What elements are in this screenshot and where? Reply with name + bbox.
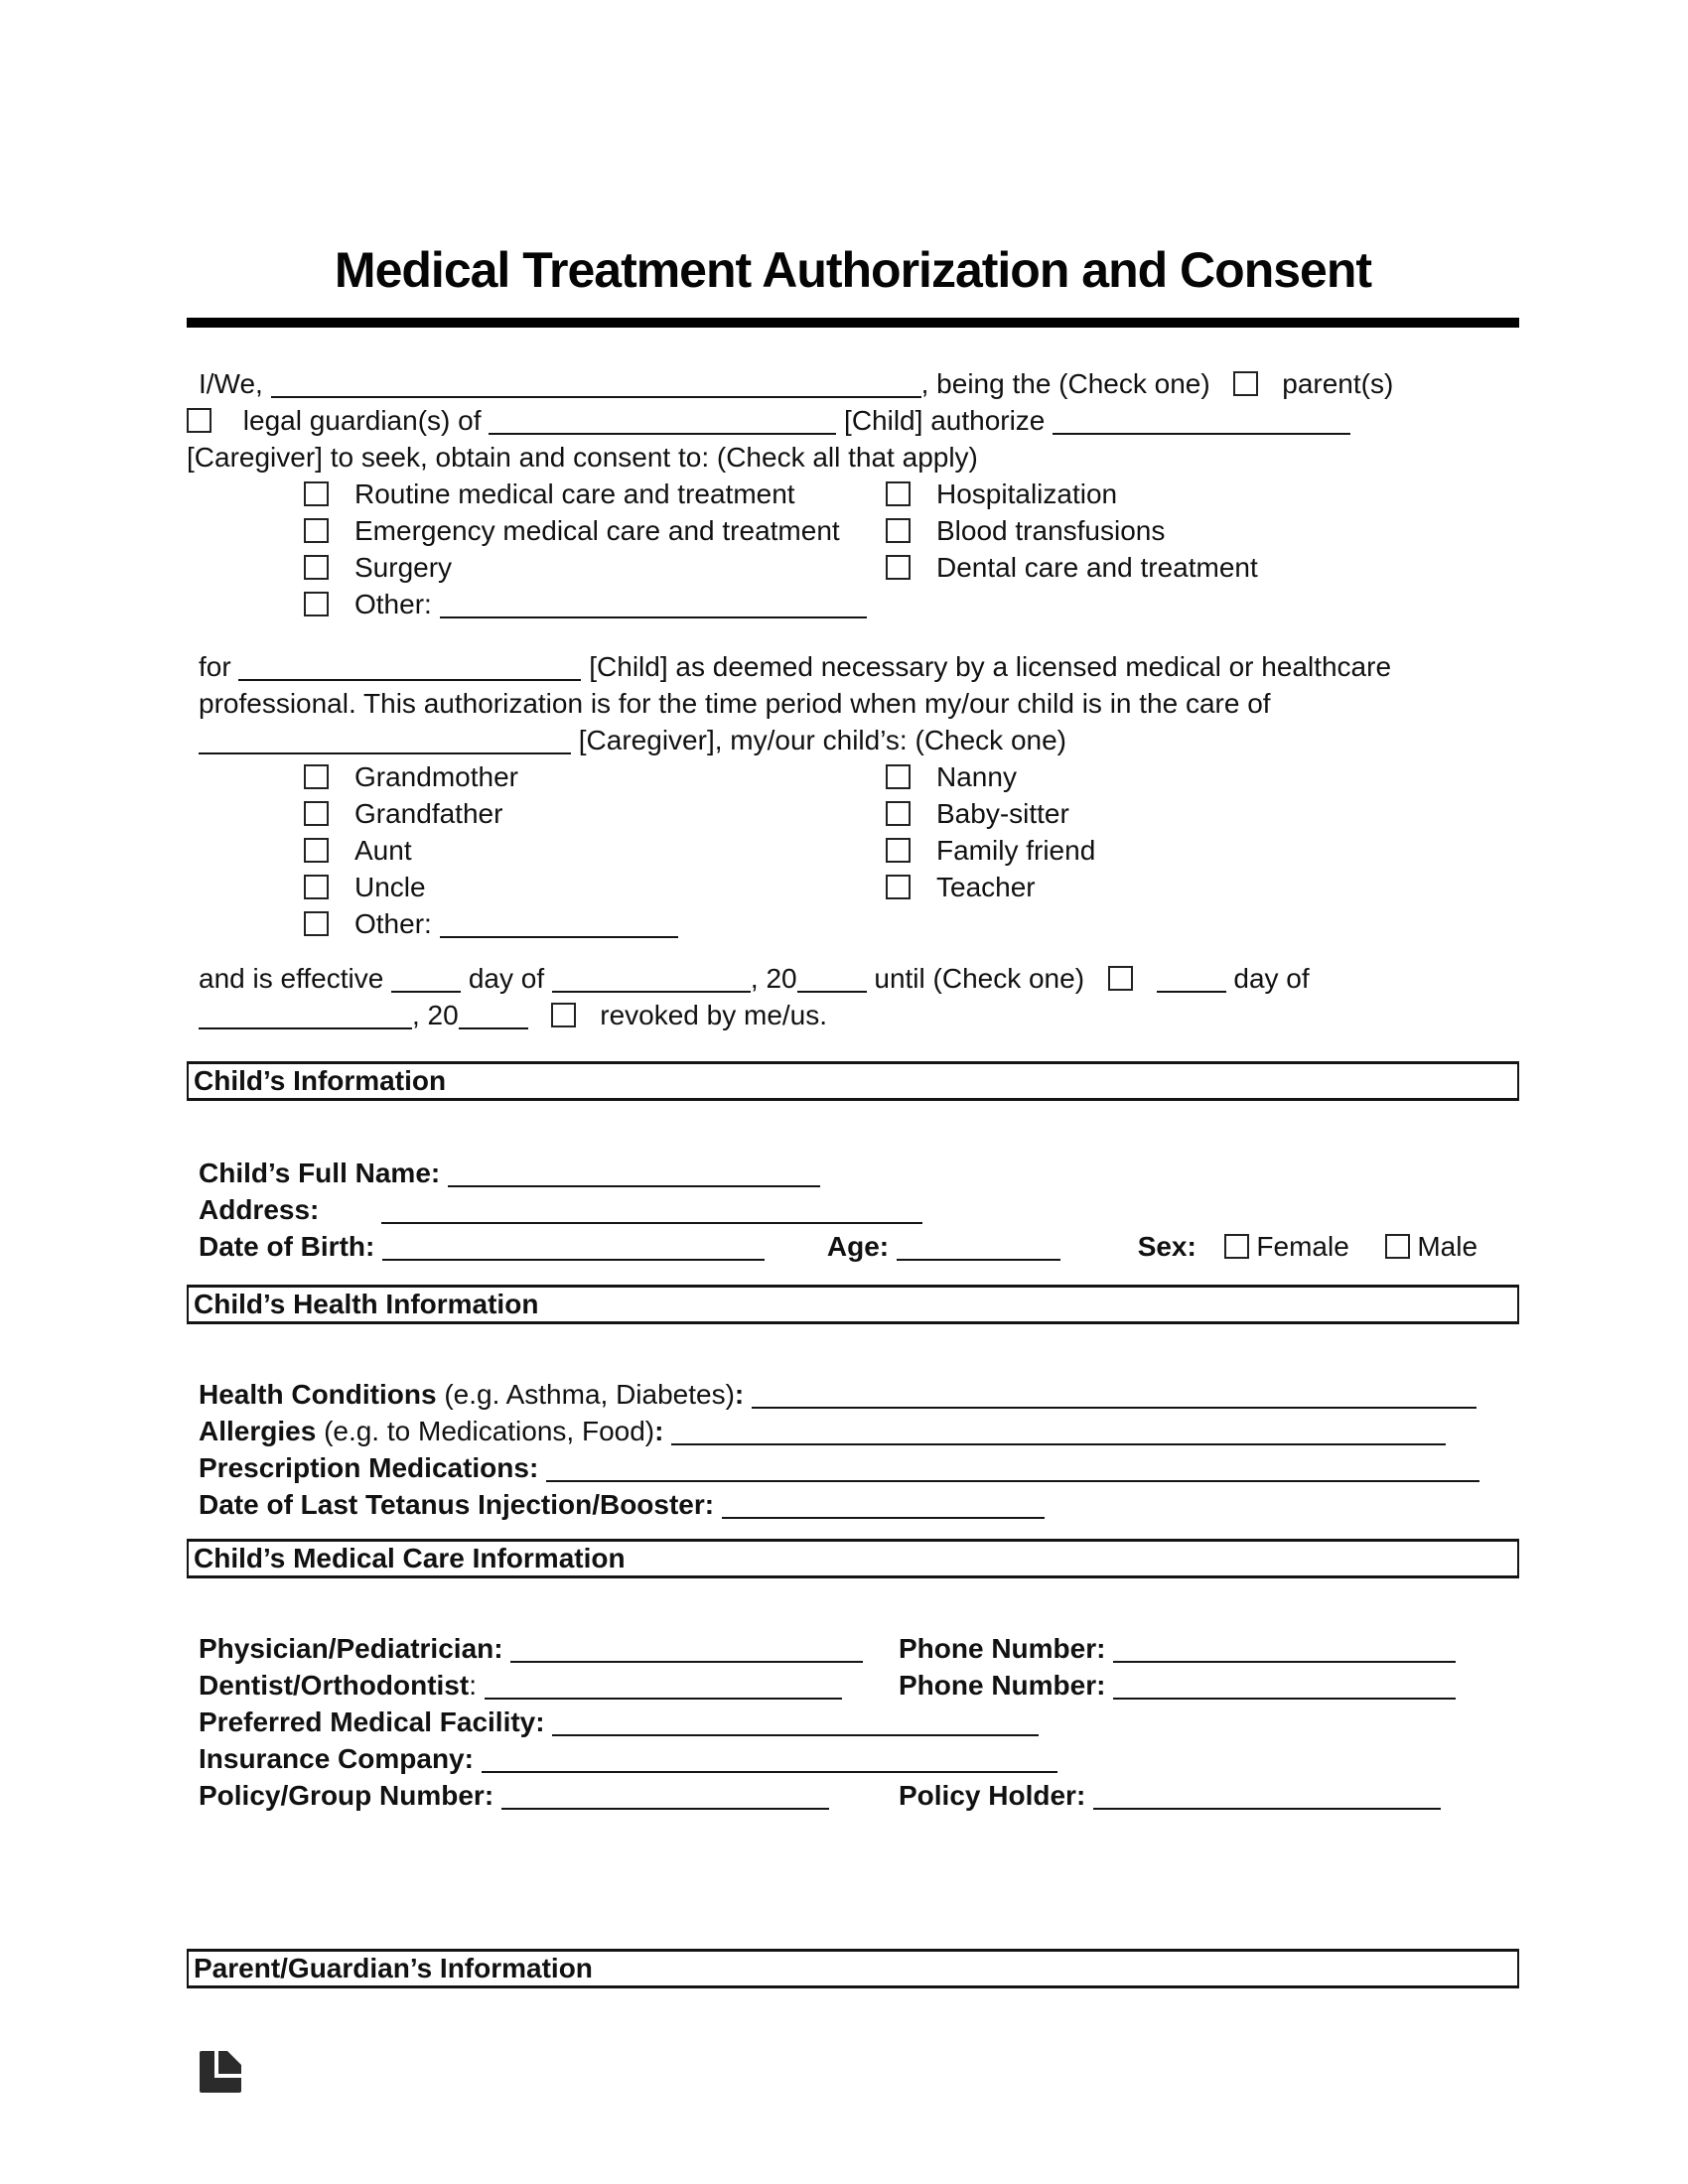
child-info-fields [199,1155,1519,1265]
policy-holder-label: Policy Holder: [899,1780,1086,1811]
until-year-blank[interactable] [459,1004,528,1029]
for-child-blank[interactable] [238,655,581,681]
effective-paragraph [199,960,1519,1033]
effective-year-blank[interactable] [797,967,867,993]
policy-group-blank[interactable] [501,1784,829,1810]
hospitalization-label: Hospitalization [936,478,1118,509]
middle-paragraph [199,648,1519,758]
dental-care-label: Dental care and treatment [936,552,1258,583]
effective-p1: and is effective [199,963,384,994]
intro-l3: [Caregiver] to seek, obtain and consent to: (Check all that apply) [187,442,978,473]
revoked-checkbox[interactable] [551,1003,576,1027]
physician-blank[interactable] [510,1637,863,1663]
teacher-label: Teacher [936,872,1036,902]
allergies-label: Allergies [199,1416,317,1446]
dob-blank[interactable] [382,1235,765,1261]
nanny-checkbox[interactable] [886,764,911,789]
effective-p6: , 20 [412,1000,459,1030]
consent-options-list [304,476,1519,622]
nanny-label: Nanny [936,761,1017,792]
routine-care-label: Routine medical care and treatment [354,478,795,509]
allergies-hint: (e.g. to Medications, Food) [324,1416,655,1446]
female-label: Female [1256,1231,1349,1262]
uncle-label: Uncle [354,872,426,902]
relationship-options-list [304,758,1519,942]
consent-other-blank[interactable] [440,593,867,618]
male-checkbox[interactable] [1385,1234,1410,1259]
address-label: Address: [199,1194,320,1225]
child-health-fields [199,1376,1519,1523]
aunt-label: Aunt [354,835,412,866]
physician-phone-label: Phone Number: [899,1633,1106,1664]
dentist-phone-label: Phone Number: [899,1670,1106,1701]
caregiver-name-blank[interactable] [1053,409,1350,435]
legal-guardian-checkbox[interactable] [187,408,211,433]
health-conditions-colon: : [734,1379,745,1410]
insurance-label: Insurance Company: [199,1743,474,1774]
family-friend-label: Family friend [936,835,1096,866]
age-label: Age: [826,1231,890,1262]
consent-other-label: Other: [354,589,432,619]
allergies-colon: : [654,1416,664,1446]
effective-p4: until (Check one) [874,963,1085,994]
medications-label: Prescription Medications: [199,1452,539,1483]
consent-other-checkbox[interactable] [304,592,329,616]
policy-group-label: Policy/Group Number: [199,1780,494,1811]
parents-checkbox[interactable] [1233,371,1258,396]
section-child-health: Child’s Health Information [187,1285,1519,1324]
section-parent-guardian: Parent/Guardian’s Information [187,1949,1519,1988]
effective-month-blank[interactable] [552,967,751,993]
female-checkbox[interactable] [1224,1234,1249,1259]
aunt-checkbox[interactable] [304,838,329,863]
relationship-other-label: Other: [354,908,432,939]
intro-l1-post: , being the (Check one) [920,368,1210,399]
emergency-care-checkbox[interactable] [304,518,329,543]
dob-label: Date of Birth: [199,1231,375,1262]
legal-templates-logo-icon [199,2050,242,2094]
child-name-blank[interactable] [489,409,836,435]
effective-p7: revoked by me/us. [600,1000,828,1030]
effective-p2: day of [468,963,545,994]
sex-label: Sex: [1137,1231,1196,1262]
intro-l1-pre: I/We, [199,368,263,399]
babysitter-checkbox[interactable] [886,801,911,826]
grandfather-label: Grandfather [354,798,503,829]
dentist-colon: : [469,1670,477,1701]
blood-transfusions-checkbox[interactable] [886,518,911,543]
blood-transfusions-label: Blood transfusions [936,515,1166,546]
iwe-name-blank[interactable] [271,372,921,398]
routine-care-checkbox[interactable] [304,481,329,506]
section-child-information: Child’s Information [187,1061,1519,1101]
family-friend-checkbox[interactable] [886,838,911,863]
health-conditions-hint: (e.g. Asthma, Diabetes) [444,1379,735,1410]
grandmother-checkbox[interactable] [304,764,329,789]
middle-l1-post: [Child] as deemed necessary by a licensed medical or healthcare [589,651,1392,682]
caregiver-blank-2[interactable] [199,729,571,754]
dentist-label: Dentist/Orthodontist [199,1670,470,1701]
until-month-blank[interactable] [199,1004,412,1029]
physician-label: Physician/Pediatrician: [199,1633,503,1664]
babysitter-label: Baby-sitter [936,798,1069,829]
effective-day-blank[interactable] [391,967,461,993]
until-day-blank[interactable] [1157,967,1226,993]
allergies-blank[interactable] [671,1420,1446,1445]
surgery-label: Surgery [354,552,453,583]
legal-guardian-label: legal guardian(s) of [242,405,482,436]
facility-label: Preferred Medical Facility: [199,1706,545,1737]
grandfather-checkbox[interactable] [304,801,329,826]
health-conditions-label: Health Conditions [199,1379,437,1410]
parents-label: parent(s) [1282,368,1394,399]
for-label: for [199,651,231,682]
medical-care-fields [199,1630,1519,1814]
page-title: Medical Treatment Authorization and Consent [334,242,1372,298]
middle-l2: professional. This authorization is for the time period when my/our child is in the care of [199,688,1271,719]
effective-p5: day of [1233,963,1310,994]
surgery-checkbox[interactable] [304,555,329,580]
grandmother-label: Grandmother [354,761,518,792]
tetanus-label: Date of Last Tetanus Injection/Booster: [199,1489,715,1520]
medications-blank[interactable] [546,1456,1479,1482]
dentist-blank[interactable] [485,1674,842,1700]
male-label: Male [1417,1231,1478,1262]
age-blank[interactable] [897,1235,1060,1261]
tetanus-blank[interactable] [722,1493,1045,1519]
dental-care-checkbox[interactable] [886,555,911,580]
facility-blank[interactable] [552,1710,1039,1736]
child-full-name-blank[interactable] [448,1161,820,1187]
relationship-other-checkbox[interactable] [304,911,329,936]
insurance-blank[interactable] [482,1747,1057,1773]
health-conditions-blank[interactable] [752,1383,1477,1409]
teacher-checkbox[interactable] [886,875,911,899]
hospitalization-checkbox[interactable] [886,481,911,506]
middle-l3-post: [Caregiver], my/our child’s: (Check one) [578,725,1066,755]
dentist-phone-blank[interactable] [1113,1674,1456,1700]
child-full-name-label: Child’s Full Name: [199,1158,441,1188]
child-authorize-label: [Child] authorize [844,405,1046,436]
uncle-checkbox[interactable] [304,875,329,899]
policy-holder-blank[interactable] [1093,1784,1441,1810]
relationship-other-blank[interactable] [440,912,678,938]
effective-p3: , 20 [750,963,797,994]
address-blank[interactable] [381,1198,922,1224]
until-date-checkbox[interactable] [1108,966,1133,991]
section-child-medical-care: Child’s Medical Care Information [187,1539,1519,1578]
physician-phone-blank[interactable] [1113,1637,1456,1663]
intro-paragraph [187,365,1519,476]
emergency-care-label: Emergency medical care and treatment [354,515,840,546]
title-underline [187,318,1519,328]
